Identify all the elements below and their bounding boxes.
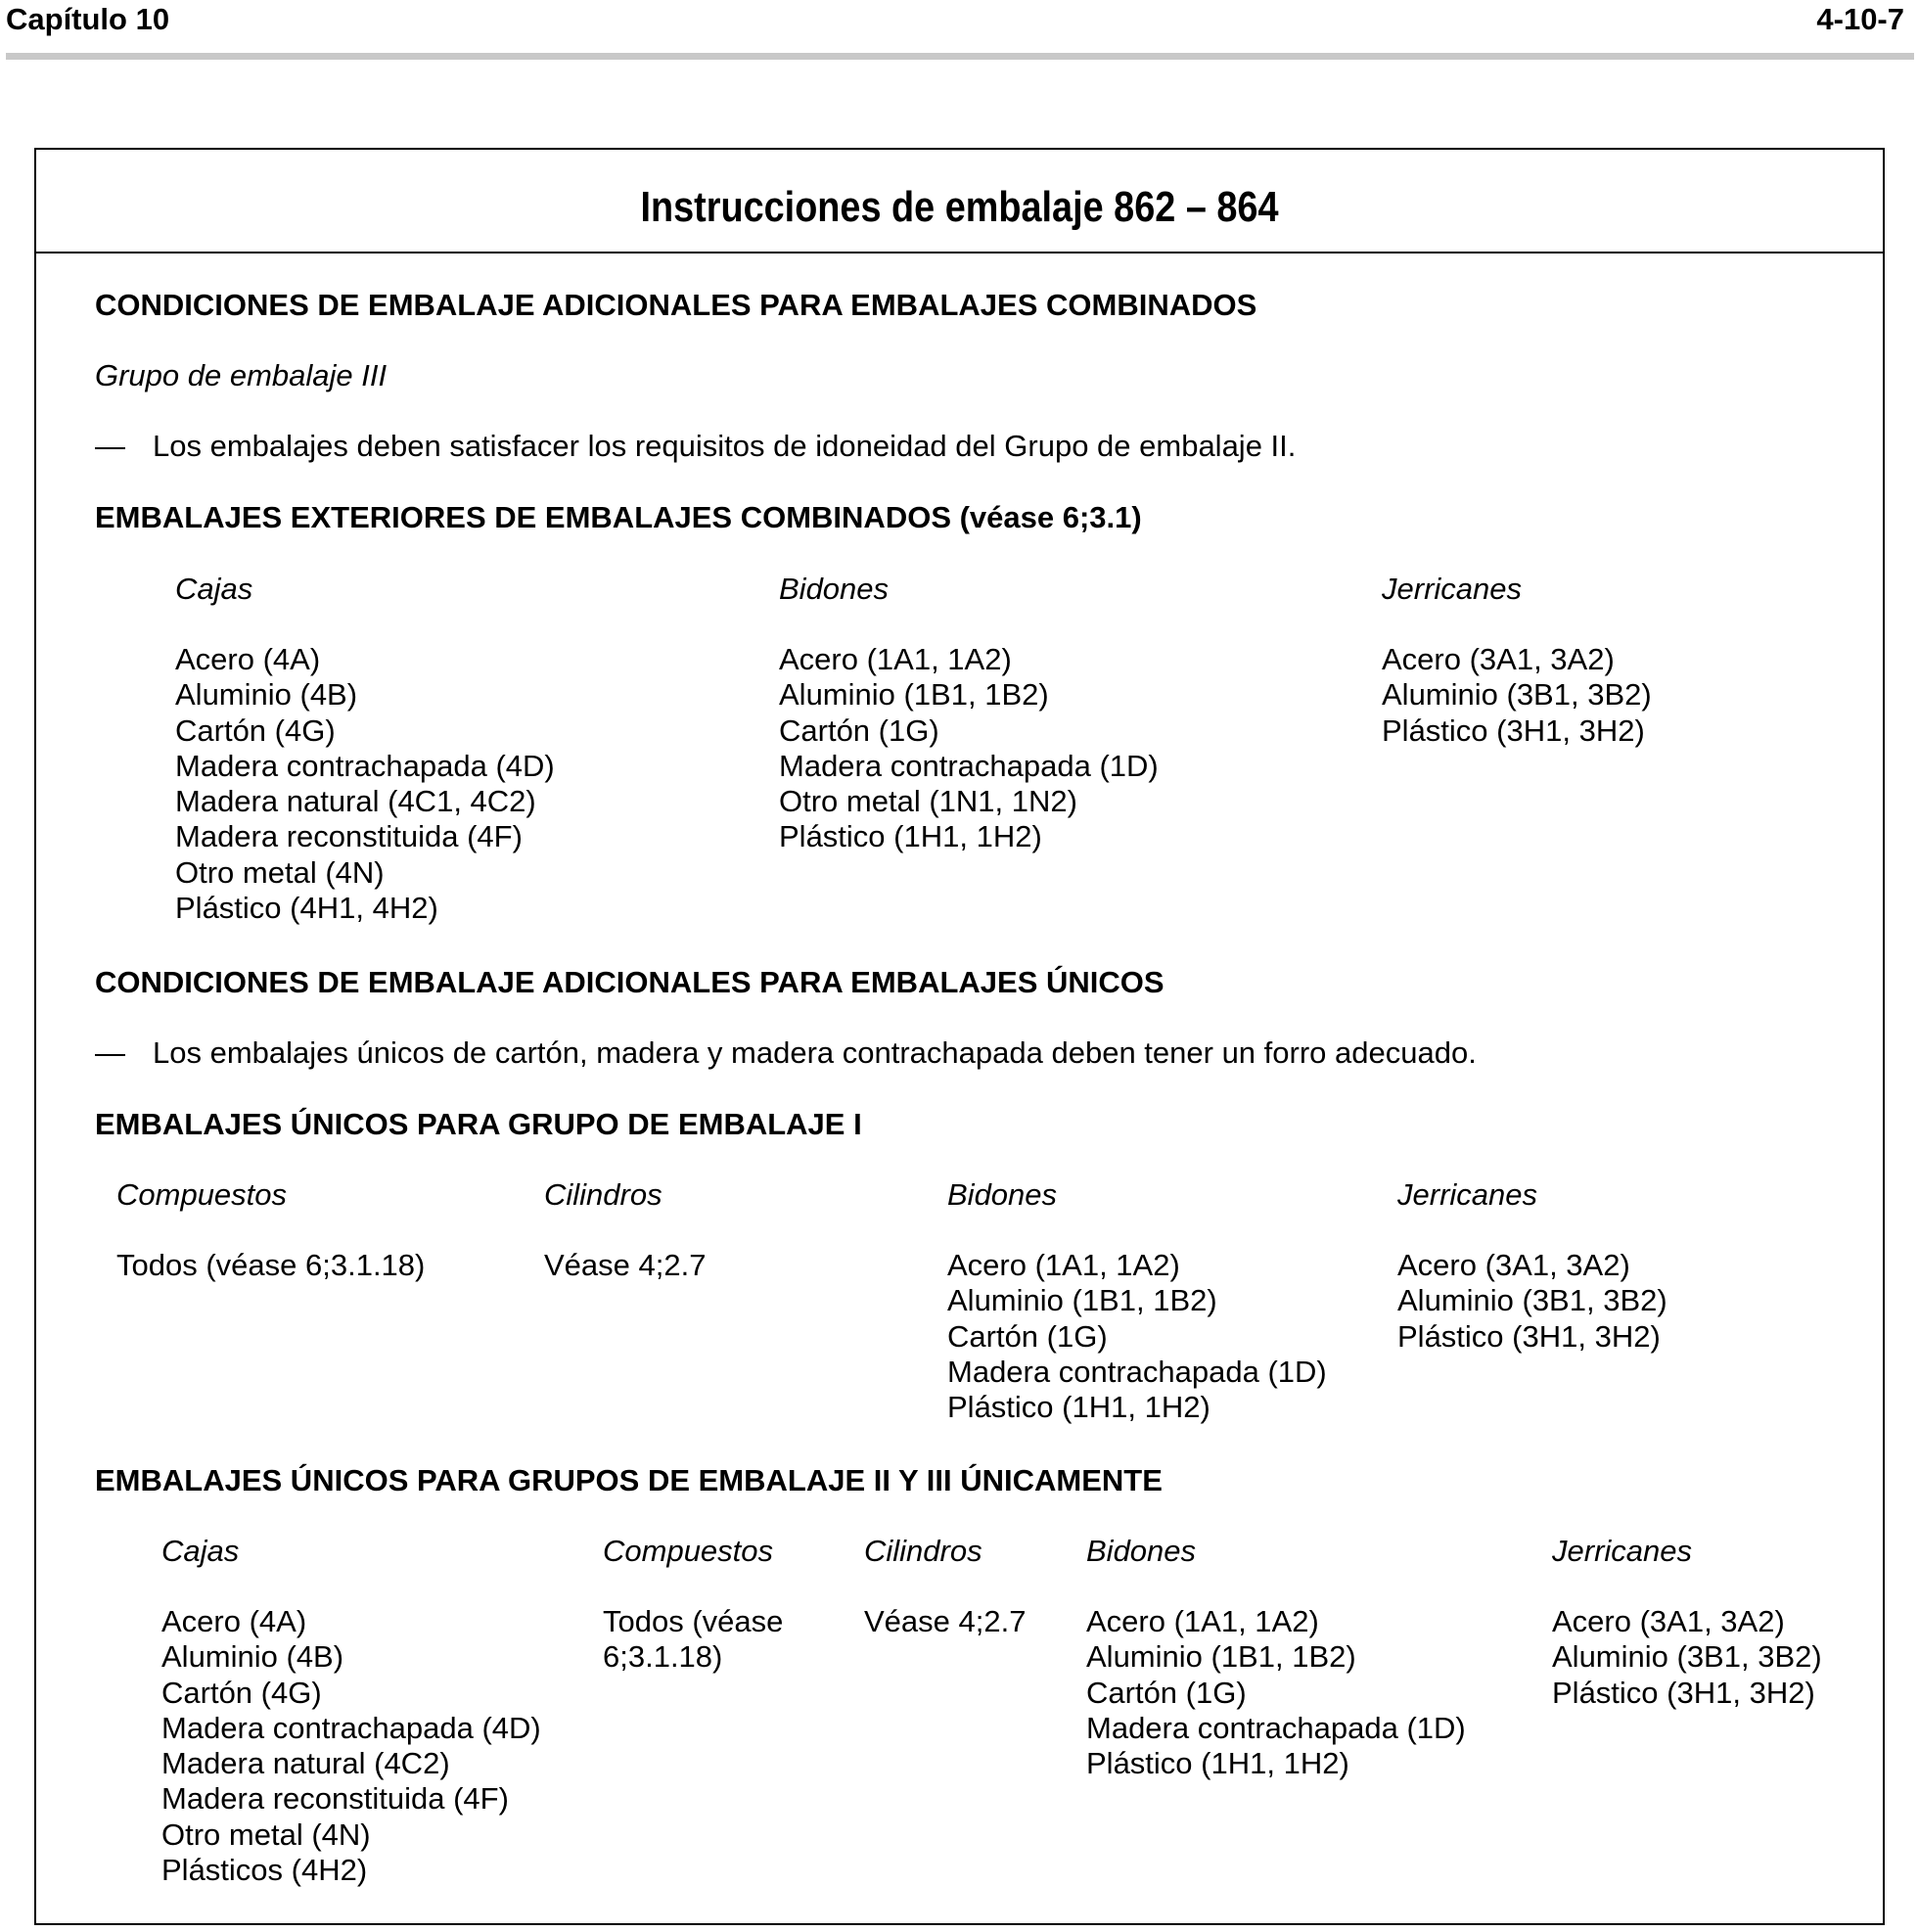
dash-bullet: — (95, 1035, 125, 1070)
list-item: Cartón (4G) (161, 1675, 322, 1710)
list-item: Madera contrachapada (4D) (161, 1710, 541, 1745)
list-item: Plástico (1H1, 1H2) (779, 819, 1042, 854)
page-header (0, 0, 1918, 61)
list-item: Plásticos (4H2) (161, 1853, 368, 1888)
list-item: Aluminio (3B1, 3B2) (1397, 1283, 1667, 1318)
list-item: Madera contrachapada (4D) (175, 748, 555, 783)
list-item: Acero (3A1, 3A2) (1552, 1604, 1785, 1638)
list-item: Acero (4A) (161, 1604, 307, 1638)
list-item: Madera natural (4C1, 4C2) (175, 784, 536, 819)
list-item: Aluminio (1B1, 1B2) (779, 677, 1049, 713)
condition-text: Los embalajes deben satisfacer los requisitos de idoneidad del Grupo de embalaje II. (153, 429, 1297, 463)
list-item: Cartón (1G) (1086, 1675, 1247, 1710)
packing-group-label: Grupo de embalaje III (95, 358, 388, 392)
section-heading-single-group-i: EMBALAJES ÚNICOS PARA GRUPO DE EMBALAJE I (95, 1107, 862, 1141)
list-item: Madera contrachapada (1D) (1086, 1710, 1466, 1745)
list-item: Otro metal (4N) (175, 854, 385, 890)
column-header: Cajas (175, 572, 253, 606)
list-item: 6;3.1.18) (603, 1639, 723, 1675)
chapter-label: Capítulo 10 (6, 2, 170, 36)
item-list (864, 1604, 1026, 1639)
page-number: 4-10-7 (1816, 2, 1904, 36)
item-list (161, 1604, 541, 1888)
list-item: Madera contrachapada (1D) (947, 1354, 1327, 1389)
list-item: Madera reconstituida (4F) (175, 819, 523, 854)
column-header: Compuestos (603, 1534, 774, 1568)
condition-text: Los embalajes únicos de cartón, madera y madera contrachapada deben tener un forro adecuado. (153, 1035, 1477, 1070)
list-item: Aluminio (4B) (175, 677, 358, 713)
list-item: Acero (4A) (175, 642, 321, 676)
item-list (1086, 1604, 1466, 1781)
section-heading-single-conditions: CONDICIONES DE EMBALAJE ADICIONALES PARA EMBALAJES ÚNICOS (95, 965, 1164, 999)
item-list (1397, 1248, 1667, 1355)
list-item: Plástico (4H1, 4H2) (175, 891, 438, 926)
list-item: Véase 4;2.7 (864, 1604, 1027, 1638)
list-item: Todos (véase (603, 1604, 784, 1638)
item-list (947, 1248, 1327, 1425)
section-heading-single-group-ii-iii: EMBALAJES ÚNICOS PARA GRUPOS DE EMBALAJE II Y III ÚNICAMENTE (95, 1463, 1163, 1497)
list-item: Aluminio (1B1, 1B2) (1086, 1639, 1356, 1675)
section-heading-combined-conditions: CONDICIONES DE EMBALAJE ADICIONALES PARA EMBALAJES COMBINADOS (95, 288, 1257, 322)
item-list (603, 1604, 783, 1676)
header-rule (6, 53, 1914, 60)
list-item: Madera natural (4C2) (161, 1746, 450, 1781)
list-item: Aluminio (3B1, 3B2) (1552, 1639, 1822, 1675)
item-list (1552, 1604, 1822, 1711)
list-item: Madera reconstituida (4F) (161, 1781, 509, 1817)
list-item: Plástico (1H1, 1H2) (1086, 1746, 1349, 1781)
list-item: Acero (1A1, 1A2) (1086, 1604, 1319, 1638)
list-item: Plástico (3H1, 3H2) (1382, 713, 1645, 748)
column-header: Jerricanes (1552, 1534, 1692, 1568)
title-bar (36, 150, 1883, 253)
dash-bullet: — (95, 429, 125, 463)
item-list (1382, 642, 1652, 749)
list-item: Plástico (3H1, 3H2) (1552, 1675, 1815, 1710)
list-item: Otro metal (1N1, 1N2) (779, 784, 1077, 819)
list-item: Acero (3A1, 3A2) (1397, 1248, 1630, 1282)
list-item: Madera contrachapada (1D) (779, 748, 1159, 783)
item-list (544, 1248, 706, 1283)
column-header: Cilindros (864, 1534, 982, 1568)
list-item: Cartón (4G) (175, 713, 336, 748)
list-item: Cartón (1G) (947, 1318, 1108, 1354)
list-item: Véase 4;2.7 (544, 1248, 707, 1282)
list-item: Aluminio (1B1, 1B2) (947, 1283, 1217, 1318)
column-header: Jerricanes (1397, 1177, 1537, 1212)
list-item: Acero (1A1, 1A2) (947, 1248, 1180, 1282)
column-header: Cajas (161, 1534, 240, 1568)
item-list (116, 1248, 425, 1283)
list-item: Otro metal (4N) (161, 1817, 371, 1852)
column-header: Compuestos (116, 1177, 288, 1212)
item-list (779, 642, 1159, 855)
list-item: Acero (3A1, 3A2) (1382, 642, 1615, 676)
document-title: Instrucciones de embalaje 862 – 864 (640, 183, 1279, 231)
list-item: Plástico (3H1, 3H2) (1397, 1318, 1661, 1354)
list-item: Aluminio (3B1, 3B2) (1382, 677, 1652, 713)
column-header: Bidones (1086, 1534, 1197, 1568)
list-item: Cartón (1G) (779, 713, 939, 748)
list-item: Todos (véase 6;3.1.18) (116, 1248, 426, 1282)
column-header: Cilindros (544, 1177, 662, 1212)
list-item: Acero (1A1, 1A2) (779, 642, 1012, 676)
list-item: Aluminio (4B) (161, 1639, 344, 1675)
item-list (175, 642, 555, 926)
column-header: Jerricanes (1382, 572, 1522, 606)
section-heading-outer-packagings: EMBALAJES EXTERIORES DE EMBALAJES COMBINADOS (véase 6;3.1) (95, 500, 1142, 534)
column-header: Bidones (947, 1177, 1058, 1212)
column-header: Bidones (779, 572, 890, 606)
list-item: Plástico (1H1, 1H2) (947, 1390, 1210, 1425)
